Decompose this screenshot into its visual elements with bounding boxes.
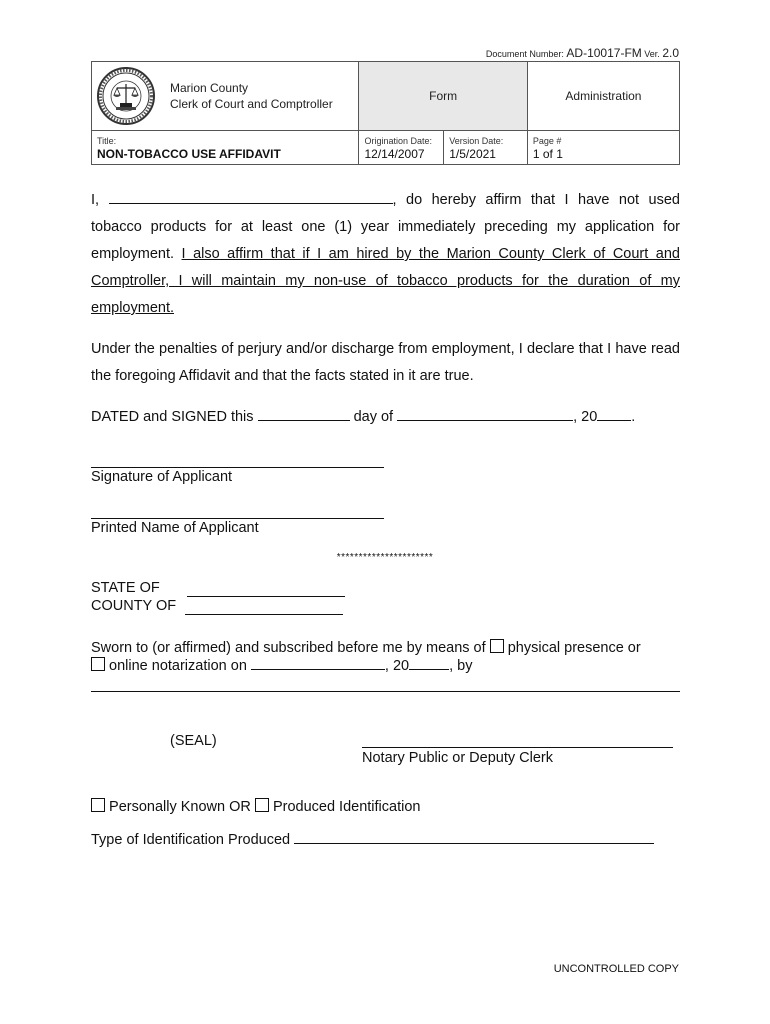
county-line xyxy=(91,598,176,614)
sworn-year-label: , 20 xyxy=(384,658,410,674)
separator-stars: ********************** xyxy=(336,552,434,563)
notary-signature-line[interactable] xyxy=(362,747,673,748)
origination-label: Origination Date: xyxy=(364,136,433,146)
type-id-label: Type of Identification Produced xyxy=(91,832,291,848)
origination-date: 12/14/2007 xyxy=(364,147,425,161)
notary-label: Notary Public or Deputy Clerk xyxy=(362,750,553,766)
printed-name-label: Printed Name of Applicant xyxy=(91,520,259,536)
p2-text: Under the penalties of perjury and/or discharge from employment, I declare that I have read the foregoing Affidavit and that the facts stated in it are true. xyxy=(91,341,680,384)
signature-line[interactable] xyxy=(91,467,384,468)
online-notarization-label: online notarization on xyxy=(109,658,247,674)
produced-id-checkbox[interactable] xyxy=(255,798,269,812)
personally-known-label: Personally Known OR xyxy=(109,799,251,815)
version-date-cell xyxy=(444,131,528,165)
personally-known-checkbox[interactable] xyxy=(91,798,105,812)
sworn-text: Sworn to (or affirmed) and subscribed before me by means of xyxy=(91,640,486,656)
day-blank[interactable] xyxy=(258,408,350,421)
county-seal-icon xyxy=(96,66,156,126)
page-label: Page # xyxy=(532,136,562,146)
p1-start: I, xyxy=(91,192,100,208)
sworn-line-2 xyxy=(91,657,472,674)
seal-label: (SEAL) xyxy=(170,733,217,749)
doc-number-label: Document Number: xyxy=(485,49,564,59)
version-date-label: Version Date: xyxy=(449,136,504,146)
applicant-name-blank[interactable] xyxy=(109,191,393,204)
perjury-paragraph xyxy=(91,336,680,390)
affirmation-paragraph xyxy=(91,187,680,322)
sworn-by-label: , by xyxy=(449,658,473,674)
type-id-line xyxy=(91,831,654,848)
online-notarization-checkbox[interactable] xyxy=(91,657,105,671)
version-value: 2.0 xyxy=(662,46,679,60)
physical-presence-label: physical presence or xyxy=(507,640,641,656)
printed-name-line[interactable] xyxy=(91,518,384,519)
department-cell xyxy=(527,62,679,131)
page-value: 1 of 1 xyxy=(532,147,563,161)
page-cell xyxy=(527,131,679,165)
org-cell xyxy=(92,62,359,131)
form-title: NON-TOBACCO USE AFFIDAVIT xyxy=(97,147,281,161)
dated-year-label: , 20 xyxy=(573,409,598,425)
state-line xyxy=(91,580,160,596)
dated-day-label: day of xyxy=(353,409,394,425)
version-date: 1/5/2021 xyxy=(449,147,496,161)
title-cell xyxy=(92,131,359,165)
title-label: Title: xyxy=(97,136,117,146)
form-label: Form xyxy=(429,89,458,103)
notarization-date-blank[interactable] xyxy=(251,657,385,670)
form-cell xyxy=(359,62,527,131)
org-line-1: Marion County xyxy=(170,81,249,95)
produced-id-label: Produced Identification xyxy=(272,799,421,815)
document-number xyxy=(486,46,679,60)
affiant-name-line[interactable] xyxy=(91,691,680,692)
p1-text: , do hereby affirm that I have not used tobacco products for at least one (1) year immediately preceding my application for employment. xyxy=(91,192,680,262)
dated-end: . xyxy=(631,409,636,425)
org-line-2: Clerk of Court and Comptroller xyxy=(170,97,333,111)
county-label: COUNTY OF xyxy=(91,598,177,614)
dated-signed-line xyxy=(91,408,635,425)
identification-options xyxy=(91,798,420,815)
header-table xyxy=(91,61,680,165)
physical-presence-checkbox[interactable] xyxy=(490,639,504,653)
year-blank[interactable] xyxy=(597,408,631,421)
signature-label: Signature of Applicant xyxy=(91,469,233,485)
department-label: Administration xyxy=(565,89,642,103)
uncontrolled-copy-label: UNCONTROLLED COPY xyxy=(553,963,679,975)
state-blank[interactable] xyxy=(187,596,345,597)
sworn-year-blank[interactable] xyxy=(409,657,449,670)
type-id-blank[interactable] xyxy=(294,831,654,844)
dated-prefix: DATED and SIGNED this xyxy=(91,409,254,425)
origination-cell xyxy=(359,131,444,165)
county-blank[interactable] xyxy=(185,614,343,615)
p1-underlined: I also affirm that if I am hired by the Marion County Clerk of Court and Comptroller, I will maintain my non-use of tobacco products for the duration of my employment. xyxy=(91,246,680,316)
doc-number-value: AD-10017-FM xyxy=(566,46,642,60)
month-blank[interactable] xyxy=(397,408,573,421)
state-label: STATE OF xyxy=(91,580,160,596)
sworn-line-1 xyxy=(91,639,641,656)
version-label: Ver. xyxy=(644,49,660,59)
